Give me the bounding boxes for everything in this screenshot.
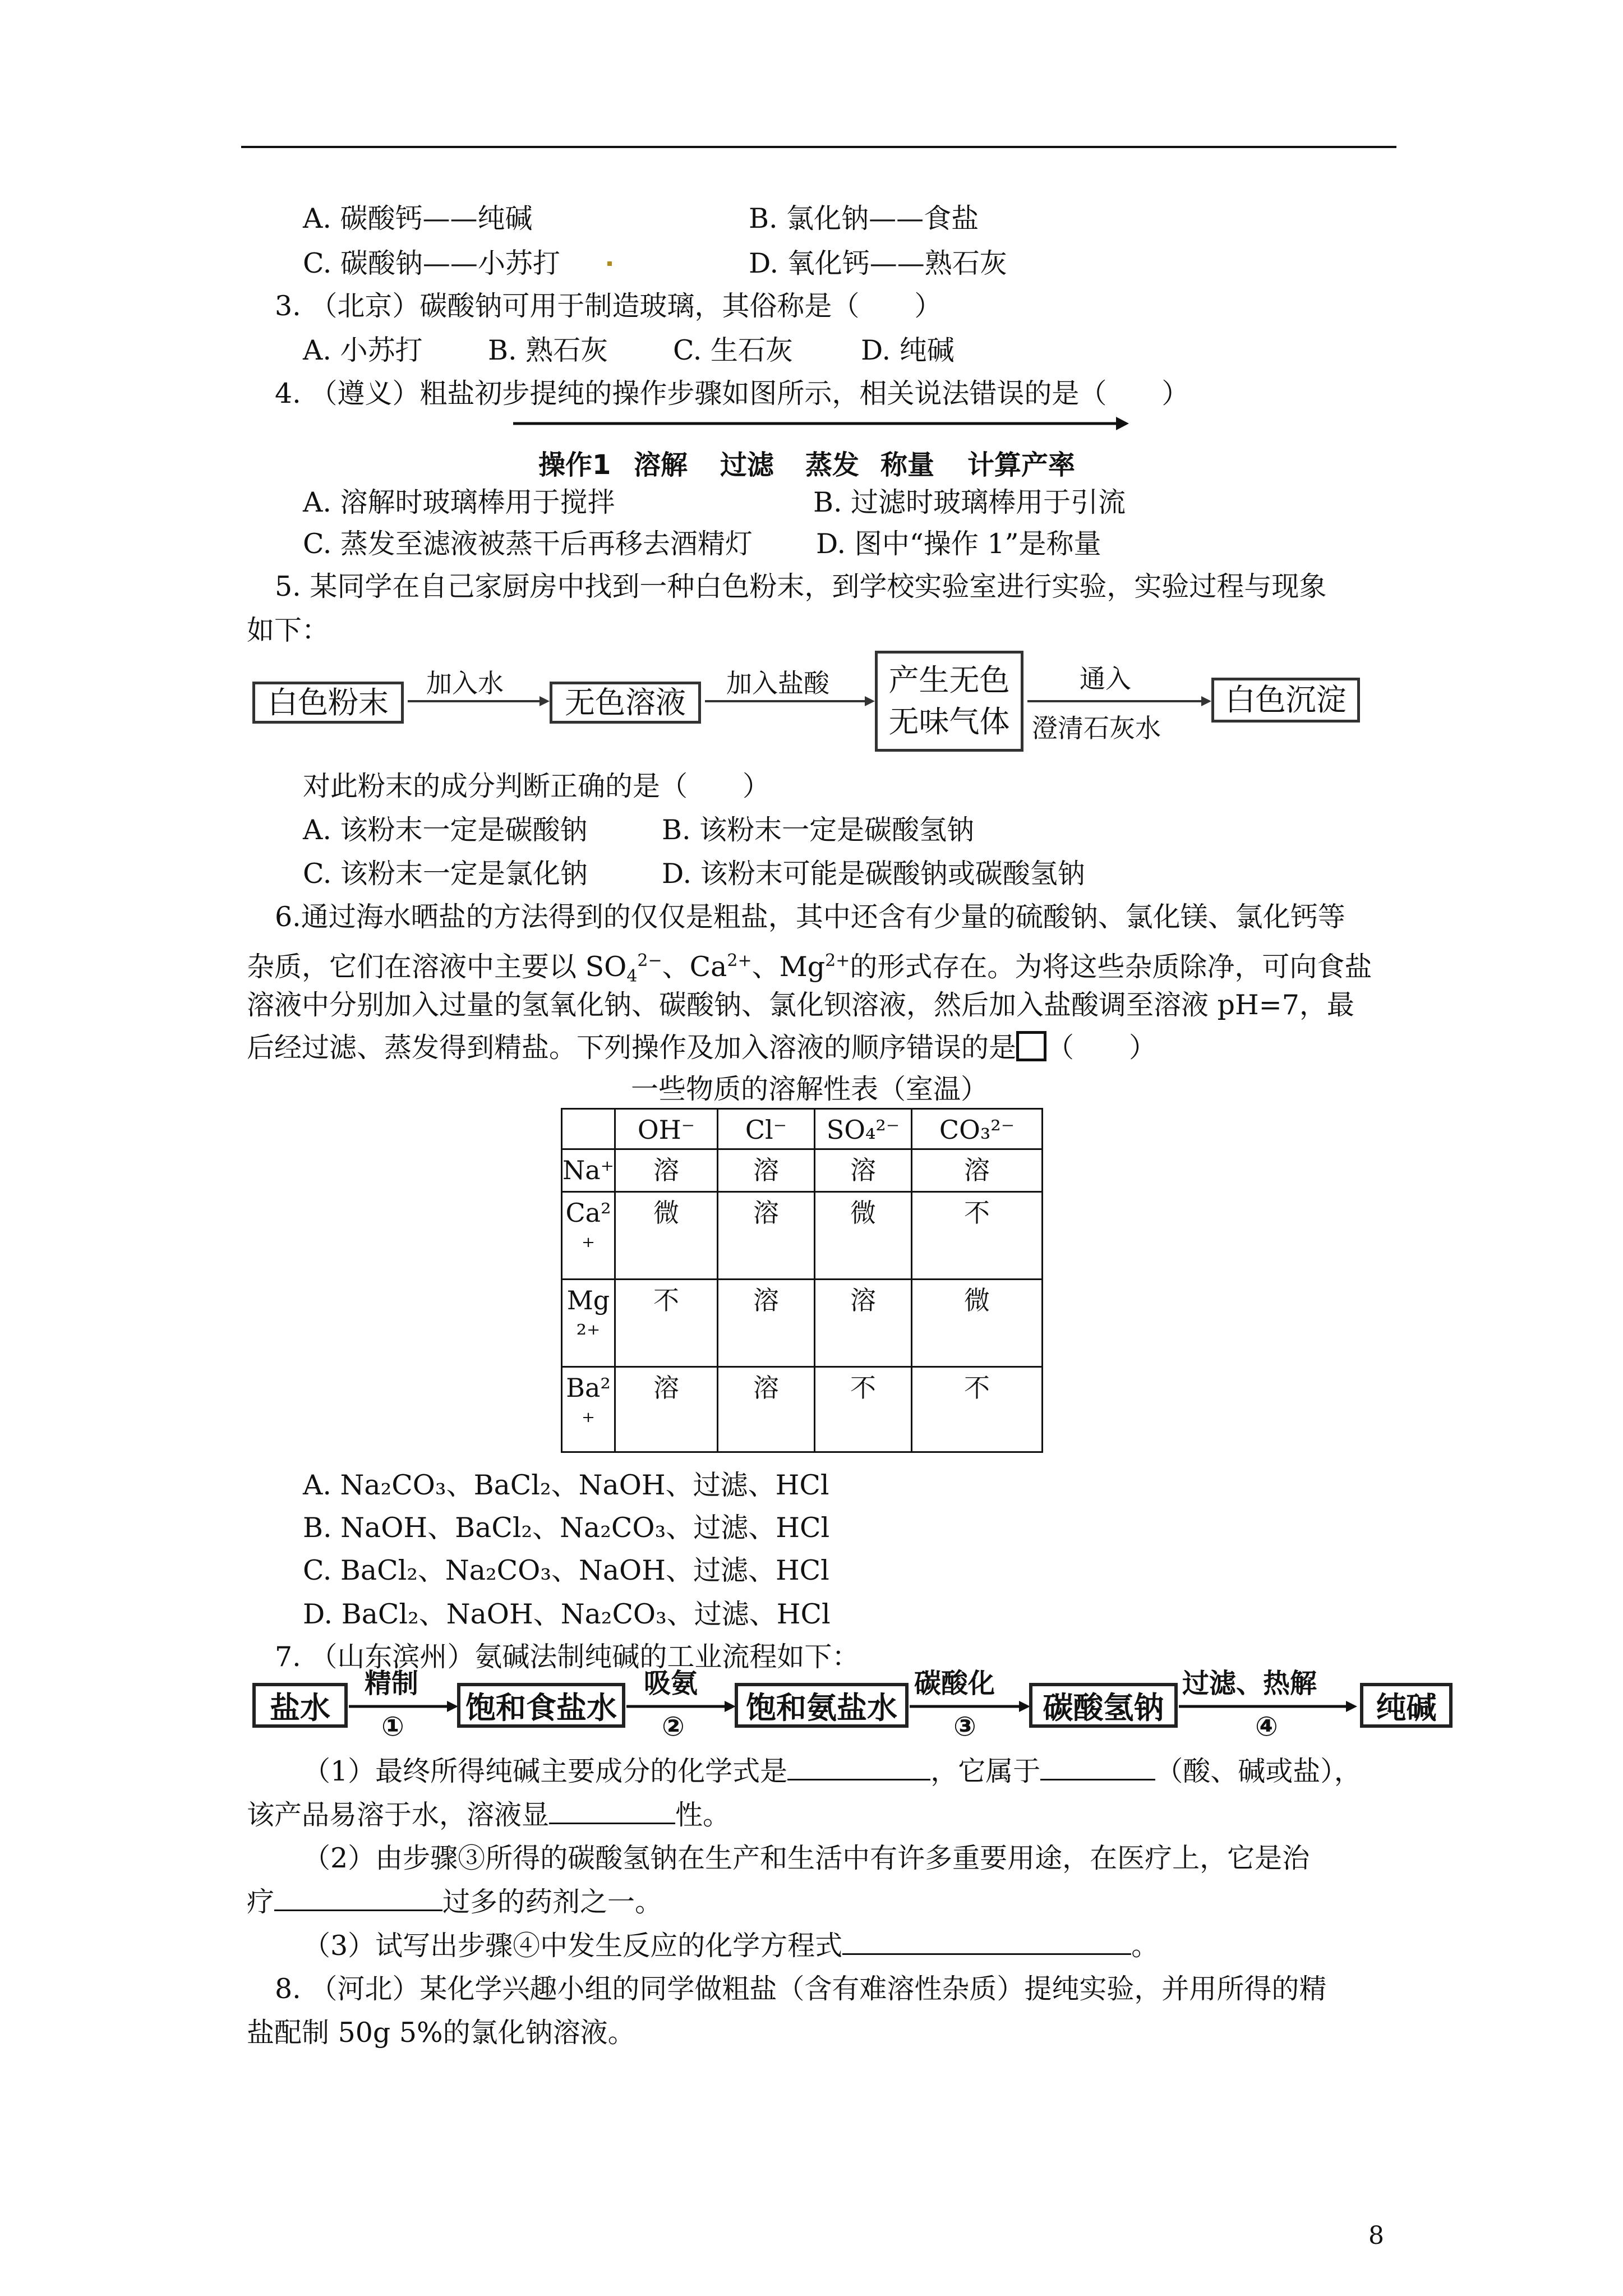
q5-stem-line2: 如下：	[247, 614, 330, 646]
q5-option-c: C. 该粉末一定是氯化钠	[303, 858, 588, 890]
header-rule	[241, 146, 1396, 148]
table-cell: 溶	[911, 1149, 1042, 1192]
q8-line2: 盐配制 50g 5%的氯化钠溶液。	[247, 2017, 635, 2049]
solubility-table	[561, 1108, 1043, 1453]
q5-flow-gas-line2: 无味气体	[888, 704, 1010, 739]
table-header-cell: SO₄²⁻	[814, 1109, 911, 1149]
q6-sup-2plus-b: 2+	[825, 951, 850, 970]
table-row	[562, 1149, 1043, 1192]
q6-line3: 溶液中分别加入过量的氢氧化钠、碳酸钠、氯化钡溶液，然后加入盐酸调至溶液 pH=7，最	[247, 989, 1354, 1021]
q7-property-blank[interactable]	[549, 1798, 675, 1824]
table-row-header: Ca²⁺	[562, 1192, 615, 1280]
q3-stem: 3. （北京）碳酸钠可用于制造玻璃，其俗称是（ ）	[275, 290, 942, 322]
q3-option-c: C. 生石灰	[673, 334, 793, 366]
table-cell: 不	[911, 1192, 1042, 1280]
q5-flow-box-powder: 白色粉末	[252, 682, 404, 724]
q3-option-a: A. 小苏打	[303, 334, 423, 366]
q7-p1-a: （1）最终所得纯碱主要成分的化学式是	[303, 1755, 788, 1787]
q5-option-d: D. 该粉末可能是碳酸钠或碳酸氢钠	[662, 858, 1085, 890]
table-cell: 微	[615, 1192, 717, 1280]
q7-p1-b: ，它属于	[930, 1755, 1041, 1787]
q7-flow-box-bicarbonate: 碳酸氢钠	[1029, 1683, 1178, 1728]
q5-flow-box-solution: 无色溶液	[550, 682, 701, 724]
q7-equation-blank[interactable]	[842, 1929, 1131, 1955]
q7-flow-step-1: ①	[381, 1711, 404, 1742]
q7-flow-box-sat-salt: 饱和食盐水	[457, 1683, 625, 1728]
table-row	[562, 1192, 1043, 1280]
table-cell: 溶	[615, 1367, 717, 1452]
q6-sup-2plus-a: 2+	[727, 951, 752, 970]
q7-flow-step-3: ③	[953, 1711, 976, 1742]
table-row-header: Ba²⁺	[562, 1367, 615, 1452]
q7-flow-step-2: ②	[662, 1711, 685, 1742]
table-row-header: Na⁺	[562, 1149, 615, 1192]
table-row	[562, 1280, 1043, 1367]
q2-option-d: D. 氧化钙——熟石灰	[749, 247, 1007, 279]
q5-flow-label-pass: 通入	[1080, 664, 1131, 694]
table-cell: 溶	[717, 1192, 814, 1280]
q6-line4-end: （ ）	[1046, 1032, 1157, 1064]
q7-flow-label-4: 过滤、热解	[1182, 1668, 1317, 1699]
q4-step-6: 计算产率	[967, 449, 1076, 481]
table-cell	[562, 1109, 615, 1149]
stray-dot	[607, 261, 612, 266]
q6-option-a: A. Na₂CO₃、BaCl₂、NaOH、过滤、HCl	[303, 1469, 829, 1501]
q6-option-c: C. BaCl₂、Na₂CO₃、NaOH、过滤、HCl	[303, 1554, 829, 1586]
q4-option-c: C. 蒸发至滤液被蒸干后再移去酒精灯	[303, 528, 753, 560]
q7-p2-c: 过多的药剂之一。	[442, 1886, 663, 1918]
q5-flow-label-water: 加入水	[426, 668, 504, 698]
q7-p1-e: 性。	[675, 1799, 731, 1831]
q7-part1-line1	[303, 1754, 1362, 1788]
table-header-cell: OH⁻	[615, 1109, 717, 1149]
table-header-row	[562, 1109, 1043, 1149]
q5-option-a: A. 该粉末一定是碳酸钠	[303, 814, 588, 846]
table-cell: 微	[911, 1280, 1042, 1367]
q5-flow-gas-line1: 产生无色	[888, 662, 1010, 698]
q6-line1: 6.通过海水晒盐的方法得到的仅仅是粗盐，其中还含有少量的硫酸钠、氯化镁、氯化钙等	[275, 901, 1345, 933]
q5-flow-box-precipitate: 白色沉淀	[1211, 678, 1360, 723]
q7-formula-blank[interactable]	[787, 1754, 930, 1780]
q6-line2	[247, 944, 1372, 993]
q2-option-a: A. 碳酸钙——纯碱	[303, 203, 533, 234]
q7-flow-box-brine: 盐水	[252, 1683, 348, 1728]
page-number: 8	[1368, 2221, 1384, 2250]
q4-step-3: 过滤	[720, 449, 774, 481]
table-cell: 溶	[717, 1367, 814, 1452]
q7-flow-label-2: 吸氨	[644, 1668, 698, 1699]
q5-flow-label-limewater: 澄清石灰水	[1032, 713, 1161, 743]
q5-flow-label-hcl: 加入盐酸	[726, 668, 829, 698]
table-row-header: Mg²⁺	[562, 1280, 615, 1367]
table-header-cell: CO₃²⁻	[911, 1109, 1042, 1149]
q8-line1: 8. （河北）某化学兴趣小组的同学做粗盐（含有难溶性杂质）提纯实验，并用所得的精	[275, 1973, 1327, 2005]
q7-p3-a: （3）试写出步骤④中发生反应的化学方程式	[303, 1930, 843, 1962]
table-row	[562, 1367, 1043, 1452]
table-cell: 溶	[615, 1149, 717, 1192]
q6-option-d: D. BaCl₂、NaOH、Na₂CO₃、过滤、HCl	[303, 1598, 831, 1630]
q7-p2-b: 疗	[247, 1886, 275, 1918]
q7-p3-b: 。	[1131, 1930, 1159, 1962]
table-cell: 溶	[814, 1149, 911, 1192]
q7-p1-c: （酸、碱或盐），	[1155, 1755, 1362, 1787]
q7-part1-line2	[247, 1798, 730, 1832]
q4-step-4: 蒸发	[805, 449, 860, 481]
q7-flow-box-ammonia-brine: 饱和氨盐水	[735, 1683, 909, 1728]
q4-step-5: 称量	[880, 449, 935, 481]
q4-step-1: 操作1	[538, 449, 611, 481]
table-header-cell: Cl⁻	[717, 1109, 814, 1149]
q5-question: 对此粉末的成分判断正确的是（ ）	[303, 770, 771, 802]
q2-option-c: C. 碳酸钠——小苏打	[303, 247, 560, 279]
q5-option-b: B. 该粉末一定是碳酸氢钠	[662, 814, 975, 846]
q4-option-b: B. 过滤时玻璃棒用于引流	[813, 486, 1126, 518]
q3-option-d: D. 纯碱	[861, 334, 955, 366]
q3-option-b: B. 熟石灰	[488, 334, 608, 366]
q5-flow-box-gas	[875, 651, 1023, 752]
q4-step-2: 溶解	[634, 449, 688, 481]
table-cell: 溶	[717, 1280, 814, 1367]
q6-answer-box[interactable]	[1016, 1031, 1046, 1061]
q2-option-b: B. 氯化钠——食盐	[749, 203, 979, 234]
q6-option-b: B. NaOH、BaCl₂、Na₂CO₃、过滤、HCl	[303, 1512, 830, 1544]
q7-treat-blank[interactable]	[274, 1885, 442, 1911]
q7-p1-d: 该产品易溶于水，溶液显	[247, 1799, 550, 1831]
q7-part2-line2	[247, 1885, 662, 1919]
table-cell: 不	[814, 1367, 911, 1452]
q7-flow-label-1: 精制	[365, 1668, 419, 1699]
q7-part3	[303, 1929, 1159, 1963]
q4-option-d: D. 图中“操作 1”是称量	[816, 528, 1101, 560]
q5-stem-line1: 5. 某同学在自己家厨房中找到一种白色粉末，到学校实验室进行实验，实验过程与现象	[275, 570, 1327, 602]
q7-part2-line1: （2）由步骤③所得的碳酸氢钠在生产和生活中有许多重要用途，在医疗上，它是治	[303, 1842, 1310, 1874]
q4-option-a: A. 溶解时玻璃棒用于搅拌	[303, 486, 615, 518]
table-cell: 微	[814, 1192, 911, 1280]
q6-line4-text: 后经过滤、蒸发得到精盐。下列操作及加入溶液的顺序错误的是	[247, 1032, 1017, 1064]
q7-flow-step-4: ④	[1255, 1711, 1278, 1742]
table-cell: 溶	[814, 1280, 911, 1367]
q6-line2-c: 、Mg	[751, 951, 826, 983]
q4-stem: 4. （遵义）粗盐初步提纯的操作步骤如图所示，相关说法错误的是（ ）	[275, 378, 1189, 409]
q6-table-title: 一些物质的溶解性表（室温）	[631, 1073, 989, 1105]
table-cell: 不	[615, 1280, 717, 1367]
table-cell: 溶	[717, 1149, 814, 1192]
q7-flow-box-soda-ash: 纯碱	[1360, 1683, 1453, 1728]
q7-stem: 7. （山东滨州）氨碱法制纯碱的工业流程如下：	[275, 1641, 860, 1673]
q6-sup-2minus: 2−	[637, 951, 662, 970]
q7-category-blank[interactable]	[1040, 1754, 1155, 1780]
table-cell: 不	[911, 1367, 1042, 1452]
q6-line2-a: 杂质，它们在溶液中主要以 SO	[247, 951, 627, 983]
q7-flow-label-3: 碳酸化	[914, 1668, 995, 1699]
q6-line2-d: 的形式存在。为将这些杂质除净，可向食盐	[850, 951, 1372, 983]
q6-line4	[247, 1031, 1156, 1065]
q6-line2-b: 、Ca	[662, 951, 727, 983]
q6-sub-4: 4	[626, 967, 638, 986]
q4-timeline	[513, 412, 1130, 435]
